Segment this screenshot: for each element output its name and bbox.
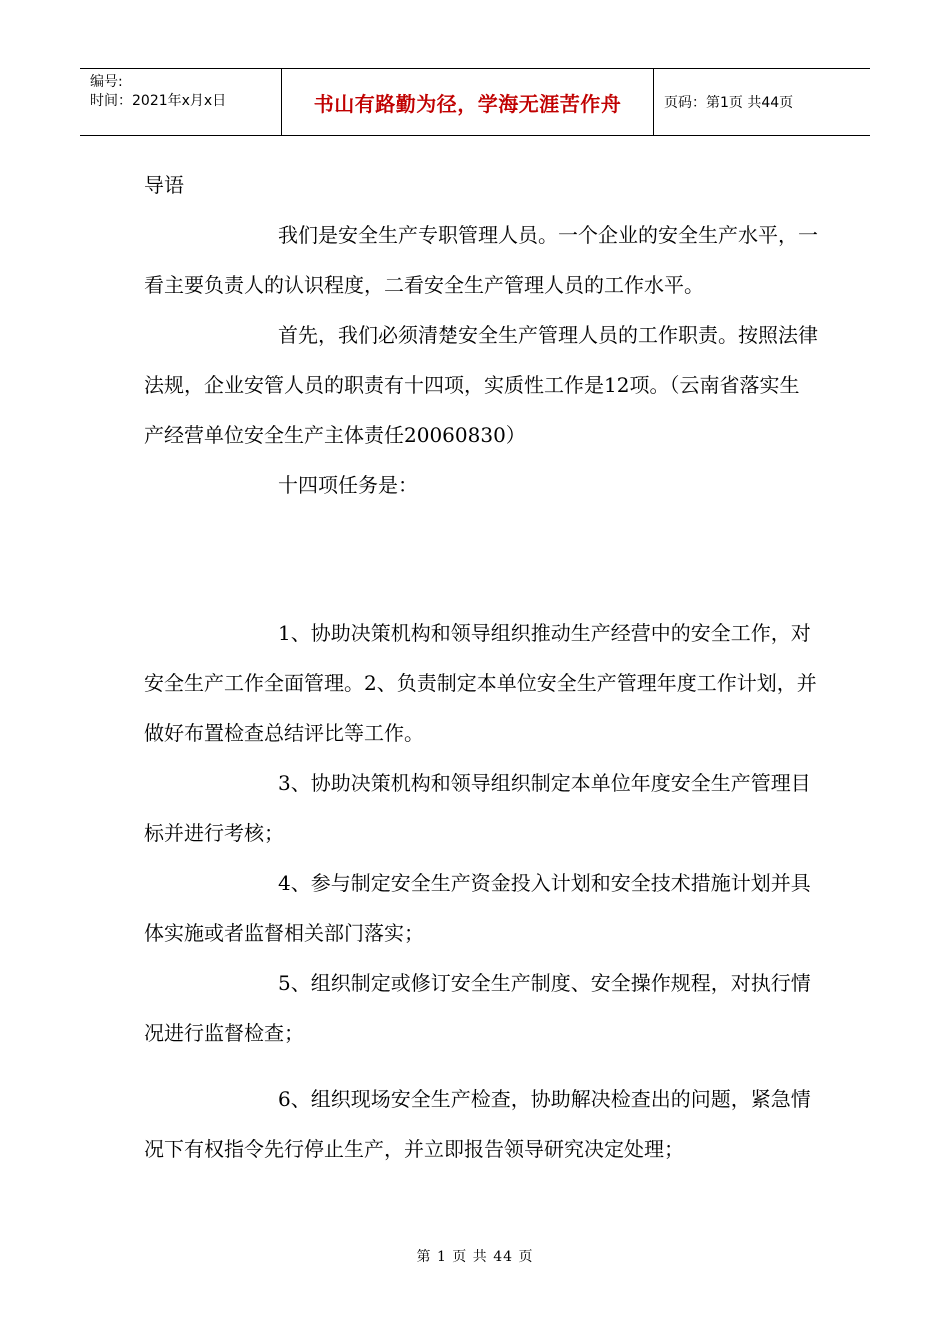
document-header [80,68,870,136]
motto-text: 书山有路勤为径，学海无涯苦作舟 [313,91,622,116]
paragraph: 5、组织制定或修订安全生产制度、安全操作规程，对执行情况进行监督检查； [144,971,811,1045]
header-motto-cell [282,69,654,135]
paragraph: 我们是安全生产专职管理人员。一个企业的安全生产水平，一看主要负责人的认识程度，二看安全生产管理人员的工作水平。 [144,223,818,297]
page-footer: 第 1 页 共 44 页 [416,1249,534,1265]
paragraph: 3、协助决策机构和领导组织制定本单位年度安全生产管理目标并进行考核； [144,771,811,845]
spacer [144,1058,819,1074]
header-meta-cell [80,69,282,135]
paragraph: 首先，我们必须清楚安全生产管理人员的工作职责。按照法律法规，企业安管人员的职责有十四项，实质性工作是12项。（云南省落实生产经营单位安全生产主体责任20060830） [144,323,818,447]
time-label: 时间：2021年x月x日 [90,93,227,109]
number-label: 编号: [90,74,123,90]
paragraph: 4、参与制定安全生产资金投入计划和安全技术措施计划并具体实施或者监督相关部门落实； [144,871,811,945]
document-body [144,160,819,1174]
paragraph: 十四项任务是： [278,473,418,497]
heading: 导语 [144,173,184,197]
spacer [144,510,819,608]
paragraph: 1、协助决策机构和领导组织推动生产经营中的安全工作，对安全生产工作全面管理。2、负责制定本单位安全生产管理年度工作计划，并做好布置检查总结评比等工作。 [144,621,817,745]
header-page-cell [654,69,870,135]
paragraph: 6、组织现场安全生产检查，协助解决检查出的问题，紧急情况下有权指令先行停止生产，并立即报告领导研究决定处理； [144,1087,811,1161]
page-info: 页码：第1页 共44页 [664,95,794,111]
